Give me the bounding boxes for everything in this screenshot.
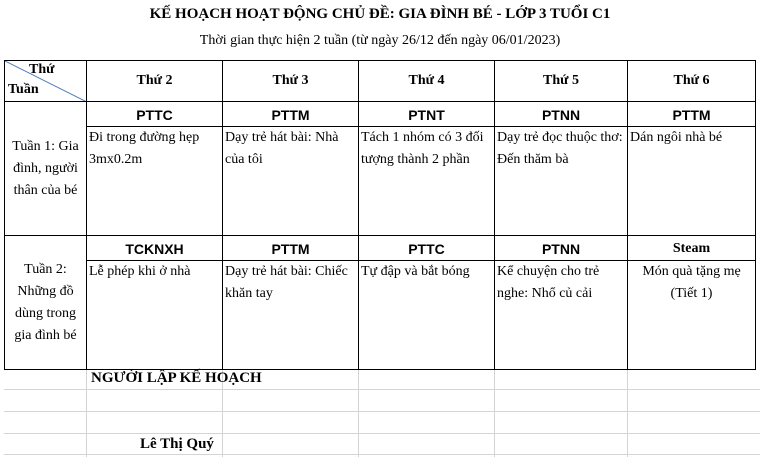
activity-code: PTTM: [223, 236, 359, 261]
activity-content: Kể chuyện cho trẻ nghe: Nhổ củ cải: [495, 261, 628, 370]
plan-title: KẾ HOẠCH HOẠT ĐỘNG CHỦ ĐỀ: GIA ĐÌNH BÉ - LỚP 3 TUỔI C1: [149, 6, 611, 22]
plan-table: [4, 60, 756, 370]
activity-code: Steam: [628, 236, 756, 261]
activity-code: PTTC: [87, 102, 223, 127]
activity-content: Đi trong đường hẹp 3mx0.2m: [87, 127, 223, 236]
activity-code: PTNT: [359, 102, 495, 127]
day-header: Thứ 6: [628, 61, 756, 102]
activity-content: Dạy trẻ hát bài: Nhà của tôi: [223, 127, 359, 236]
week2-label: Tuần 2: Những đồ dùng trong gia đình bé: [5, 236, 87, 370]
activity-content: Món quà tặng mẹ (Tiết 1): [628, 261, 756, 370]
activity-content: Dán ngôi nhà bé: [628, 127, 756, 236]
activity-code: PTTC: [359, 236, 495, 261]
activity-content: Tách 1 nhóm có 3 đối tượng thành 2 phần: [359, 127, 495, 236]
activity-content: Lễ phép khi ở nhà: [87, 261, 223, 370]
plan-subtitle: Thời gian thực hiện 2 tuần (từ ngày 26/12 đến ngày 06/01/2023): [199, 33, 561, 48]
activity-code: PTNN: [495, 236, 628, 261]
activity-content: Tự đập và bắt bóng: [359, 261, 495, 370]
activity-code: PTTM: [223, 102, 359, 127]
activity-code: PTTM: [628, 102, 756, 127]
corner-week-label: Tuần: [8, 82, 39, 97]
activity-content: Dạy trẻ đọc thuộc thơ: Đến thăm bà: [495, 127, 628, 236]
planner-name: Lê Thị Quý: [140, 436, 214, 452]
corner-cell: [5, 61, 87, 102]
planner-role: NGƯỜI LẬP KẾ HOẠCH: [91, 370, 262, 386]
header-row: [5, 61, 756, 102]
week1-activity-row: [5, 102, 756, 127]
week1-label: Tuần 1: Gia đình, người thân của bé: [5, 102, 87, 236]
day-header: Thứ 5: [495, 61, 628, 102]
week1-content-row: [5, 127, 756, 236]
activity-content: Dạy trẻ hát bài: Chiếc khăn tay: [223, 261, 359, 370]
corner-day-label: Thứ: [29, 62, 55, 77]
activity-code: TCKNXH: [87, 236, 223, 261]
week2-activity-row: [5, 236, 756, 261]
day-header: Thứ 2: [87, 61, 223, 102]
week2-content-row: [5, 261, 756, 370]
day-header: Thứ 4: [359, 61, 495, 102]
day-header: Thứ 3: [223, 61, 359, 102]
activity-code: PTNN: [495, 102, 628, 127]
